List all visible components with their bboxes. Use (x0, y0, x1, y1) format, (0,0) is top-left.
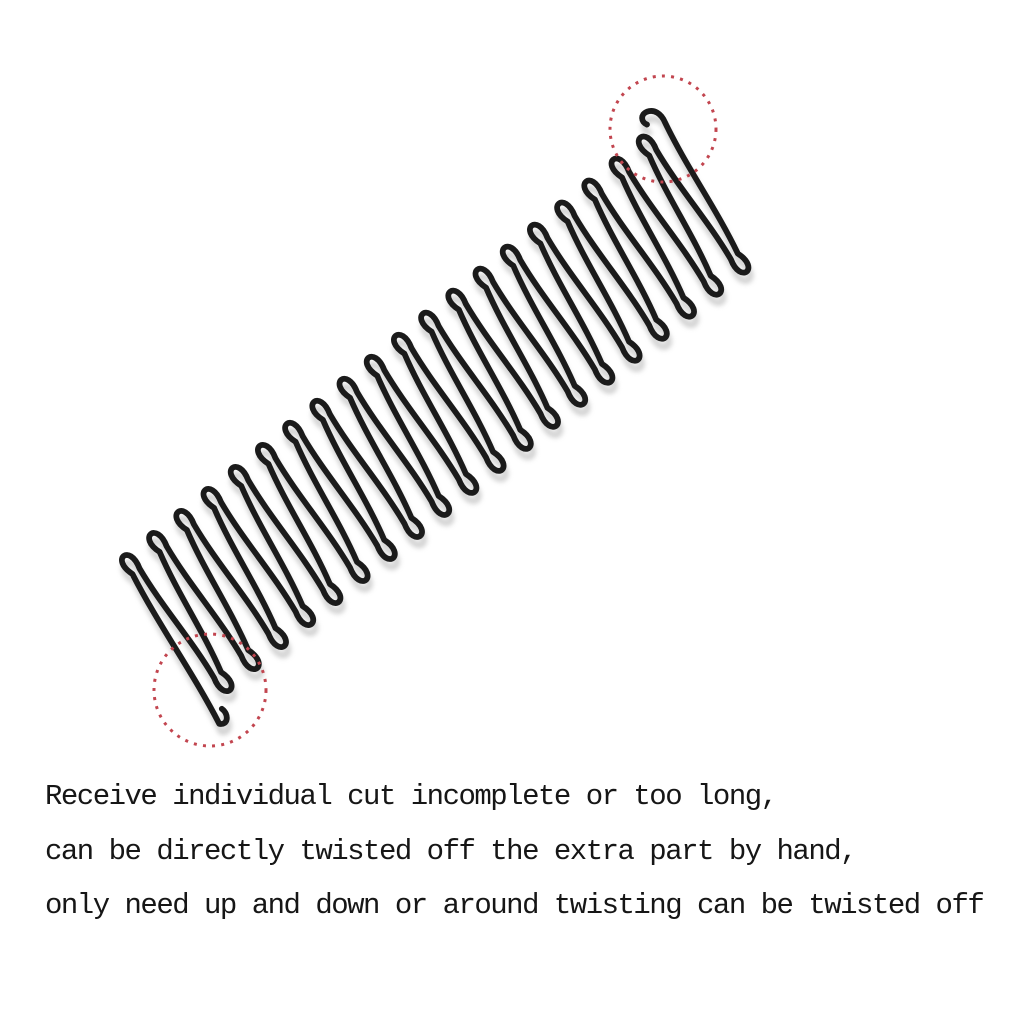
caption (45, 770, 1005, 934)
caption-line-1: Receive individual cut incomplete or too long, (45, 780, 777, 813)
caption-line-2: can be directly twisted off the extra part by hand, (45, 834, 857, 868)
caption-line-3: only need up and down or around twisting can be twisted off (45, 889, 984, 922)
comb-wire (89, 106, 785, 726)
